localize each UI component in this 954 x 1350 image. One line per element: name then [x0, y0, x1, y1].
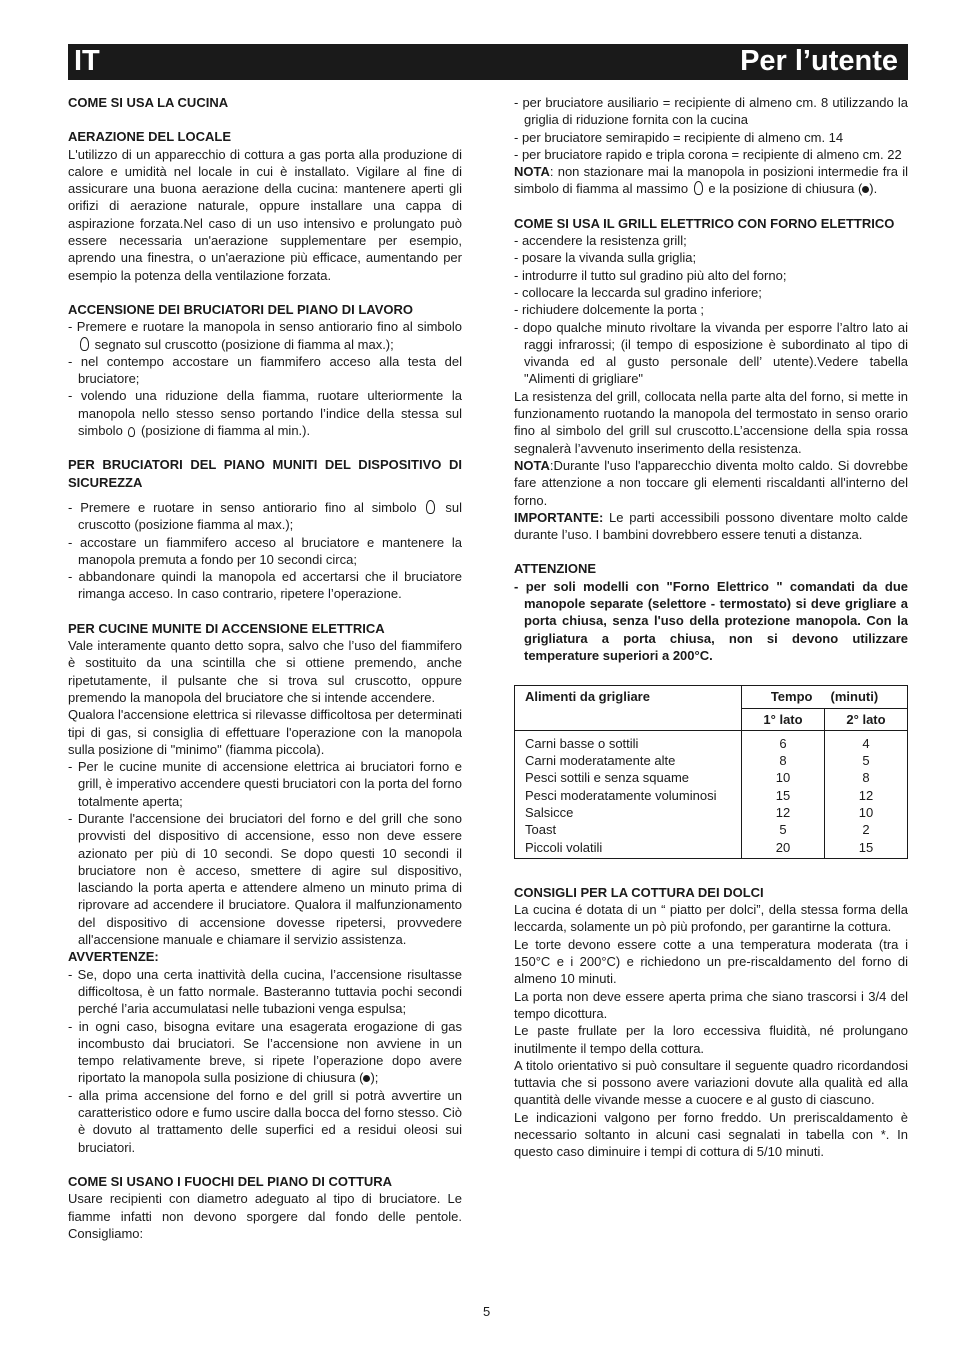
- section-title-burner-ignition: ACCENSIONE DEI BRUCIATORI DEL PIANO DI LAVORO: [68, 301, 414, 317]
- table-cell: 8: [862, 770, 870, 786]
- table-cell: 4: [862, 735, 870, 751]
- table-cell: Piccoli volatili: [525, 839, 603, 855]
- table-cell: 12: [775, 804, 791, 820]
- table-cell: 10: [775, 770, 791, 786]
- desserts-text: Le paste frullate per la loro eccessiva fluidità, né prolungano inutilmente il tempo della cottura.: [514, 1023, 908, 1056]
- table-header-time: Tempo (minuti): [742, 686, 908, 708]
- table-cell: 20: [775, 839, 791, 855]
- list-item: - accostare un fiammifero acceso al bruciatore e mantenere la manopola premuta a fondo per 10 secondi circa;: [68, 534, 462, 567]
- flame-max-icon: [80, 337, 89, 351]
- page-header: [68, 44, 908, 80]
- flame-max-icon: [694, 181, 703, 195]
- desserts-text: La porta non deve essere aperta prima che siano trascorsi i 3/4 del tempo dicottura.: [514, 988, 908, 1021]
- list-item: - abbandonare quindi la manopola ed accertarsi che il bruciatore rimanga acceso. In caso contrario, ripetere l’operazione.: [68, 569, 462, 602]
- table-food-column: [515, 730, 742, 858]
- list-item: - Se, dopo una certa inattività della cucina, l’accensione risultasse difficoltosa, è un fatto normale. Basteranno tuttavia pochi secondi perché l’aria accumulatasi nelle tubazioni venga espulsa;: [68, 966, 462, 1017]
- note-paragraph: NOTA:Durante l'uso l'apparecchio diventa molto caldo. Si dovrebbe fare attenzione a non toccare gli elementi riscaldanti all'interno del forno.: [514, 457, 908, 508]
- hob-use-text: Usare recipienti con diametro adeguato al tipo di bruciatore. Le fiamme infatti non devono sporgere dal fondo delle pentole. Consigliamo:: [68, 1191, 462, 1241]
- table-cell: Carni moderatamente alte: [525, 753, 676, 769]
- desserts-text: Le indicazioni valgono per forno freddo. Un preriscaldamento è necessario soltanto in alcuni casi segnalati in tabella con *. In questo caso diminuire i tempi di cottura di 5/10 minuti.: [514, 1109, 908, 1160]
- list-item: - per bruciatore semirapido = recipiente di almeno cm. 14: [514, 129, 844, 145]
- page-title: Per l’utente: [740, 45, 898, 77]
- table-header-side1: 1° lato: [742, 708, 825, 730]
- flame-min-icon: [128, 427, 135, 437]
- table-cell: Carni basse o sottili: [525, 735, 639, 751]
- list-item: - richiudere dolcemente la porta ;: [514, 302, 705, 318]
- list-item: - collocare la leccarda sul gradino inferiore;: [514, 284, 762, 300]
- table-cell: 5: [862, 753, 870, 769]
- list-item: - Premere e ruotare in senso antiorario fino al simbolo sul cruscotto (posizione fiamma al max.);: [68, 499, 462, 533]
- list-item: - Per le cucine munite di accensione elettrica ai bruciatori forno e grill, è imperativo accendere questi bruciatori con la porta del forno totalmente aperta;: [68, 759, 462, 809]
- list-item: - volendo una riduzione della fiamma, ruotare ulteriormente la manopola nello stesso senso portando l’indice della stessa sul simbolo (posizione di fiamma al min.).: [68, 388, 462, 439]
- table-cell: 15: [775, 787, 791, 803]
- list-item: - nel contempo accostare un fiammifero acceso alla testa del bruciatore;: [68, 353, 462, 387]
- list-item: - alla prima accensione del forno e del grill si potrà avvertire un caratteristico odore e fumo uscire dalla bocca del forno stesso. Ciò è dovuto al trattamento delle superfici ed a residui oleosi sui bruciatori.: [68, 1087, 462, 1155]
- note-paragraph: NOTA: non stazionare mai la manopola in posizioni intermedie fra il simbolo di fiamma al massimo e la posizione di chiusura ( ).: [514, 164, 908, 197]
- grill-text: La resistenza del grill, collocata nella parte alta del forno, si mette in funzionamento ruotando la manopola del termostato in senso orario fino al simbolo del grill sul cruscotto.L’accensione della spia rossa segnalerà l’avvenuto inserimento della resistenza.: [514, 388, 908, 456]
- page-number: 5: [483, 1304, 491, 1319]
- table-cell: 8: [779, 753, 787, 769]
- table-cell: 5: [779, 822, 787, 838]
- section-title-safety-device: PER BRUCIATORI DEL PIANO MUNITI DEL DISPOSITIVO DI SICUREZZA: [68, 457, 462, 490]
- desserts-text: Le torte devono essere cotte a una temperatura moderata (tra i 150°C e i 200°C) e richiedono un pre-riscaldamento del forno di almeno 10 minuti.: [514, 936, 908, 987]
- list-item: - dopo qualche minuto rivoltare la vivanda per esporre l’altro lato ai raggi infrarossi; (il tempo di esposizione è subordinato al tipo di vivanda ed al gusto personale dell’ utente).Vedere tabella "Alimenti di grigliare": [514, 319, 908, 387]
- right-column: [514, 94, 908, 1161]
- section-title-hob-use: COME SI USANO I FUOCHI DEL PIANO DI COTTURA: [68, 1173, 393, 1189]
- table-header-food: Alimenti da grigliare: [515, 686, 742, 731]
- table-side1-column: [742, 730, 825, 858]
- grill-times-table: [514, 685, 908, 859]
- table-cell: Toast: [525, 822, 557, 838]
- list-item: - introdurre il tutto sul gradino più alto del forno;: [514, 267, 787, 283]
- section-title-desserts: CONSIGLI PER LA COTTURA DEI DOLCI: [514, 884, 764, 900]
- attention-text: - per soli modelli con "Forno Elettrico " comandati da due manopole separate (selettore - termostato) si deve grigliare a porta chiusa, senza l'uso della protezione manopola. Con la grigliatura a porta chiusa, non si devono utilizzare temperature superiori a 200°C.: [514, 578, 908, 663]
- table-header-side2: 2° lato: [825, 708, 908, 730]
- section-title-grill: COME SI USA IL GRILL ELETTRICO CON FORNO ELETTRICO: [514, 215, 895, 231]
- section-title-attention: ATTENZIONE: [514, 561, 597, 577]
- important-paragraph: IMPORTANTE: Le parti accessibili possono diventare molto calde durante l’uso. I bambini dovrebbero essere tenuti a distanza.: [514, 509, 908, 543]
- table-cell: 10: [858, 804, 874, 820]
- table-cell: 2: [862, 822, 870, 838]
- electric-ignition-text: Vale interamente quanto detto sopra, salvo che l’uso del fiammifero è sostituito da una scintilla che si ottiene premendo, anche ripetutamente, il pulsante che si trova sul cruscotto, oppure premendo la manopola del bruciatore che si intende accendere.: [68, 638, 462, 705]
- list-item: - Durante l'accensione dei bruciatori del forno e del grill che sono provvisti del dispositivo di accensione, esso non deve essere azionato per più di 10 secondi. Se dopo questi 10 secondi il bruciatore non è acceso, smettere di agire sul dispositivo, lasciando la porta aperta e attendere almeno un minuto prima di riprovare ad accendere il bruciatore. Qualora il malfunzionamento del dispositivo di accensione dovesse ripetersi, provvedere all'accensione manuale e chiamare il servizio assistenza.: [68, 810, 462, 948]
- list-item: - per bruciatore rapido e tripla corona = recipiente di almeno cm. 22: [514, 146, 902, 162]
- section-title-ventilation: AERAZIONE DEL LOCALE: [68, 129, 231, 145]
- section-title-usage: COME SI USA LA CUCINA: [68, 95, 229, 110]
- table-cell: 12: [858, 787, 874, 803]
- table-cell: 15: [858, 839, 874, 855]
- language-code: IT: [74, 45, 100, 77]
- table-cell: Pesci sottili e senza squame: [525, 770, 690, 786]
- section-title-electric-ignition: PER CUCINE MUNITE DI ACCENSIONE ELETTRICA: [68, 620, 385, 636]
- table-side2-column: [825, 730, 908, 858]
- list-item: - accendere la resistenza grill;: [514, 233, 687, 249]
- list-item: - Premere e ruotare la manopola in senso antiorario fino al simbolo segnato sul cruscotto (posizione di fiamma al max.);: [68, 319, 462, 352]
- list-item: - posare la vivanda sulla griglia;: [514, 250, 697, 266]
- flame-max-icon: [426, 500, 435, 514]
- table-cell: Pesci moderatamente voluminosi: [525, 787, 717, 803]
- left-column: [68, 94, 462, 1242]
- list-item: - per bruciatore ausiliario = recipiente di almeno cm. 8 utilizzando la griglia di riduzione fornita con la cucina: [514, 95, 908, 128]
- electric-ignition-text-2: Qualora l'accensione elettrica si rilevasse difficoltosa per determinati tipi di gas, si consiglia di effettuare l'operazione con la manopola sulla posizione di "minimo" (fiamma piccola).: [68, 707, 462, 757]
- list-item: - in ogni caso, bisogna evitare una esagerata erogazione di gas incombusto dai bruciatori. Se l’accensione non avviene in un tempo relativamente breve, si ripete l’operazione dopo avere riportato la manopola sulla posizione di chiusura ( );: [68, 1018, 462, 1086]
- desserts-text: La cucina é dotata di un “ piatto per dolci”, della stessa forma della leccarda, solamente un pò più profondo, per garantirne la cottura.: [514, 902, 908, 935]
- desserts-text: A titolo orientativo si può consultare il seguente quadro ricordandosi tuttavia che si possono avere variazioni dovute alla qualità ed alla quantità delle vivande messe a cuocere e al gusto di ciascuno.: [514, 1057, 908, 1108]
- ventilation-text: L'utilizzo di un apparecchio di cottura a gas porta alla produzione di calore e umidità nel locale in cui è installato. Vigilare al fine di assicurare una buona aerazione della cucina: mantenere aperti gli orifizi di aerazione naturale, oppure installare una cappa di aspirazione forzata.Nel caso di un uso intensivo e prolungato può essere necessaria un'aerazione supplementare per esempio, aprendo una finestra, o un'aerazione più efficace, aumentando per esempio la potenza della ventilazione forzata.: [68, 146, 462, 283]
- table-cell: Salsicce: [525, 804, 574, 820]
- section-title-warnings: AVVERTENZE:: [68, 949, 159, 965]
- table-cell: 6: [779, 735, 787, 751]
